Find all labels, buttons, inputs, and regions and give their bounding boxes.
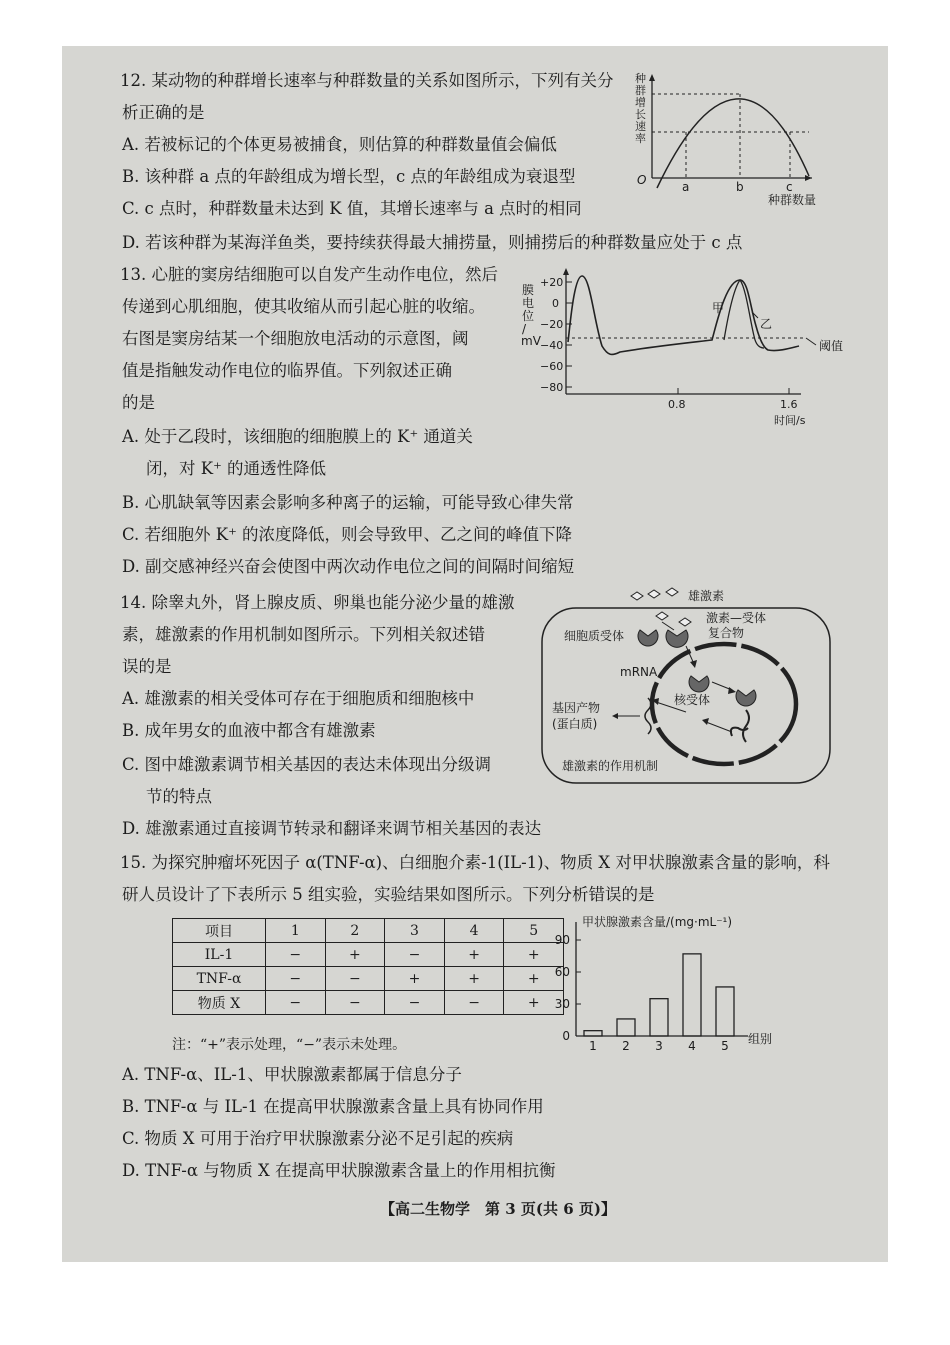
table-header-cell: 项目 [173, 919, 266, 943]
q13-threshold-label: 阈值 [819, 339, 844, 353]
bar-group-3 [650, 999, 668, 1036]
table-cell: − [325, 991, 385, 1015]
q13-xlabel: 时间/s [774, 414, 806, 427]
q12-option-d: D. 若该种群为某海洋鱼类，要持续获得最大捕捞量，则捕捞后的种群数量应处于 c 点 [122, 233, 743, 252]
q14-gene-product-label-2: (蛋白质) [552, 717, 598, 731]
q14-option-a: A. 雄激素的相关受体可存在于细胞质和细胞核中 [122, 689, 475, 708]
q13-option-b: B. 心肌缺氧等因素会影响多种离子的运输，可能导致心律失常 [122, 493, 574, 512]
q14-hormone-label: 雄激素 [688, 589, 725, 603]
q13-ytick-m60: −60 [540, 360, 564, 373]
x-tick-label: 2 [622, 1039, 630, 1052]
q13-label-jia: 甲 [712, 301, 725, 315]
table-header-cell: 3 [385, 919, 445, 943]
q14-gene-product-label-1: 基因产物 [552, 701, 601, 715]
q12-stem-2: 析正确的是 [122, 103, 205, 122]
table-header-row [173, 919, 564, 943]
q15-stem-1: 15. 为探究肿瘤坏死因子 α(TNF-α)、白细胞介素-1(IL-1)、物质 X 对甲状腺激素含量的影响，科 [120, 853, 830, 872]
table-cell: − [266, 991, 326, 1015]
q12-option-c: C. c 点时，种群数量未达到 K 值，其增长速率与 a 点时的相同 [122, 199, 582, 218]
q13-stem-1: 13. 心脏的窦房结细胞可以自发产生动作电位，然后 [120, 265, 498, 284]
bar-group-1 [584, 1031, 602, 1036]
y-tick-label: 90 [554, 933, 570, 947]
q13-stem-5: 的是 [122, 393, 155, 412]
table-cell: + [385, 967, 445, 991]
q14-complex-label-1: 激素—受体 [706, 611, 767, 625]
x-tick-label: 4 [688, 1039, 696, 1052]
q14-option-c: C. 图中雄激素调节相关基因的表达未体现出分级调 [122, 755, 492, 774]
q13-option-d: D. 副交感神经兴奋会使图中两次动作电位之间的间隔时间缩短 [122, 557, 575, 576]
q12-origin: O [637, 173, 647, 187]
q14-nuclear-receptor-label: 核受体 [674, 693, 711, 707]
q13-ytick-m20: −20 [540, 318, 564, 331]
q13-xtick-08: 0.8 [668, 398, 686, 411]
table-cell: − [385, 991, 445, 1015]
table-cell: 物质 X [173, 991, 266, 1015]
q13-stem-3: 右图是窦房结某一个细胞放电活动的示意图，阈 [122, 329, 469, 348]
q14-option-c-cont: 节的特点 [146, 787, 212, 806]
q13-option-c: C. 若细胞外 K⁺ 的浓度降低，则会导致甲、乙之间的峰值下降 [122, 525, 573, 544]
table-cell: TNF-α [173, 967, 266, 991]
q12-ylabel: 种群增长速率 [635, 72, 646, 145]
table-cell: + [325, 943, 385, 967]
table-cell: − [325, 967, 385, 991]
table-header-cell: 2 [325, 919, 385, 943]
bar-group-2 [617, 1019, 635, 1036]
table-cell: + [444, 967, 504, 991]
q14-diagram-caption: 雄激素的作用机制 [562, 759, 659, 773]
q13-ytick-0: 0 [552, 297, 559, 310]
x-tick-label: 1 [589, 1039, 597, 1052]
q12-point-a: a [682, 180, 690, 194]
x-tick-label: 3 [655, 1039, 663, 1052]
q12-xlabel: 种群数量 [768, 193, 817, 206]
q13-xtick-16: 1.6 [780, 398, 798, 411]
q15-stem-2: 研人员设计了下表所示 5 组实验，实验结果如图所示。下列分析错误的是 [122, 885, 655, 904]
q14-complex-label-2: 复合物 [708, 626, 745, 640]
chart-title: 甲状腺激素含量/(mg·mL⁻¹) [582, 915, 733, 929]
q14-stem-2: 素，雄激素的作用机制如图所示。下列相关叙述错 [122, 625, 485, 644]
table-row [173, 943, 564, 967]
q12-point-c: c [786, 180, 793, 194]
y-tick-label: 30 [554, 997, 570, 1011]
q13-option-a-cont: 闭，对 K⁺ 的通透性降低 [146, 459, 327, 478]
table-cell: − [266, 967, 326, 991]
q12-stem: 12. 某动物的种群增长速率与种群数量的关系如图所示，下列有关分 [120, 71, 614, 90]
q13-stem-4: 值是指触发动作电位的临界值。下列叙述正确 [122, 361, 452, 380]
exam-page [62, 46, 888, 1262]
q12-growth-rate-graph [627, 66, 847, 206]
q12-option-b: B. 该种群 a 点的年龄组成为增长型，c 点的年龄组成为衰退型 [122, 167, 576, 186]
q13-label-yi: 乙 [760, 317, 773, 331]
table-cell: + [504, 991, 564, 1015]
x-tick-label: 5 [721, 1039, 729, 1052]
q14-mrna-label: mRNA [620, 665, 658, 679]
q15-option-a: A. TNF-α、IL-1、甲状腺激素都属于信息分子 [122, 1065, 462, 1084]
table-header-cell: 4 [444, 919, 504, 943]
table-cell: IL-1 [173, 943, 266, 967]
q13-ytick-20: +20 [540, 276, 564, 289]
q15-table-note: 注：“+”表示处理，“−”表示未处理。 [172, 1037, 407, 1053]
chart-xlabel: 组别 [748, 1032, 773, 1046]
q13-ytick-m40: −40 [540, 339, 564, 352]
table-header-cell: 5 [504, 919, 564, 943]
table-cell: − [385, 943, 445, 967]
q14-option-b: B. 成年男女的血液中都含有雄激素 [122, 721, 376, 740]
q14-androgen-mechanism-diagram [536, 586, 836, 786]
bar-group-5 [716, 987, 734, 1036]
table-cell: + [444, 943, 504, 967]
q13-stem-2: 传递到心肌细胞，使其收缩从而引起心脏的收缩。 [122, 297, 485, 316]
table-cell: − [266, 943, 326, 967]
table-cell: + [504, 943, 564, 967]
q12-option-a: A. 若被标记的个体更易被捕食，则估算的种群数量值会偏低 [122, 135, 557, 154]
y-tick-label: 60 [554, 965, 570, 979]
q13-ylabel: 膜电位/ mV [521, 283, 541, 348]
q13-ytick-m80: −80 [540, 381, 564, 394]
page-footer: 【高二生物学 第 3 页(共 6 页)】 [380, 1200, 616, 1218]
y-tick-label: 0 [562, 1029, 570, 1043]
q15-option-c: C. 物质 X 可用于治疗甲状腺激素分泌不足引起的疾病 [122, 1129, 514, 1148]
q12-point-b: b [736, 180, 744, 194]
table-row [173, 991, 564, 1015]
q15-option-b: B. TNF-α 与 IL-1 在提高甲状腺激素含量上具有协同作用 [122, 1097, 544, 1116]
table-header-cell: 1 [266, 919, 326, 943]
table-row [173, 967, 564, 991]
table-cell: + [504, 967, 564, 991]
q13-option-a: A. 处于乙段时，该细胞的细胞膜上的 K⁺ 通道关 [122, 427, 473, 446]
q15-experiment-table [172, 918, 564, 1015]
table-cell: − [444, 991, 504, 1015]
q14-option-d: D. 雄激素通过直接调节转录和翻译来调节相关基因的表达 [122, 819, 542, 838]
q15-thyroid-hormone-bar-chart [538, 912, 838, 1052]
q15-option-d: D. TNF-α 与物质 X 在提高甲状腺激素含量上的作用相抗衡 [122, 1161, 556, 1180]
bar-group-4 [683, 954, 701, 1036]
q14-stem-3: 误的是 [122, 657, 172, 676]
q13-membrane-potential-graph [516, 266, 856, 436]
q14-stem-1: 14. 除睾丸外，肾上腺皮质、卵巢也能分泌少量的雄激 [120, 593, 515, 612]
q14-cyto-receptor-label: 细胞质受体 [564, 629, 625, 643]
